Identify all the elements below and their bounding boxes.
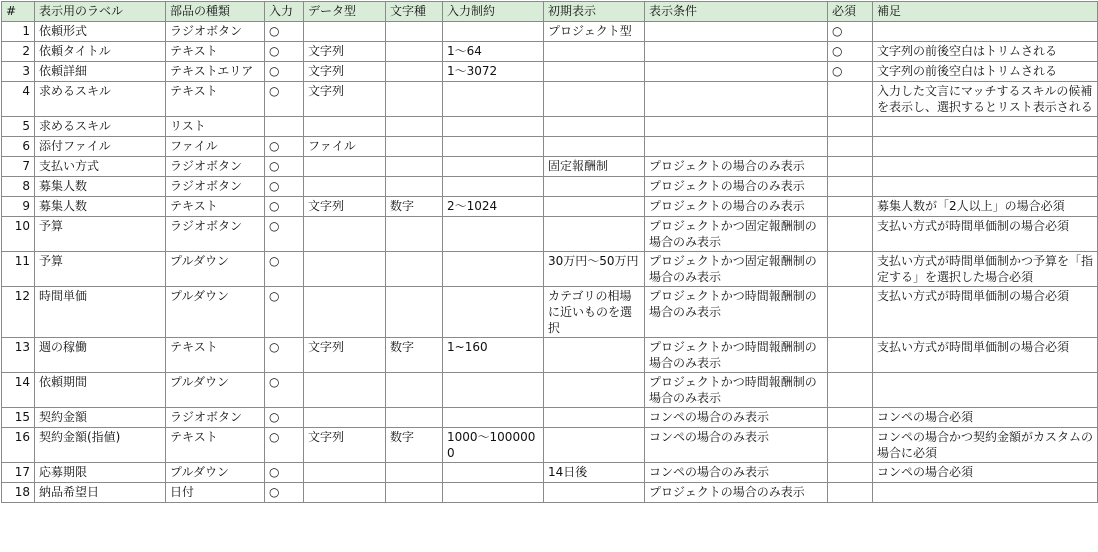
spec-table xyxy=(1,1,1098,503)
cell-component-type: リスト xyxy=(166,117,265,137)
cell-required xyxy=(828,287,873,338)
cell-data-type: 文字列 xyxy=(304,42,386,62)
cell-notes xyxy=(873,373,1098,408)
cell-component-type: テキスト xyxy=(166,428,265,463)
cell-label: 納品希望日 xyxy=(35,483,166,503)
table-row xyxy=(2,483,1098,503)
table-row xyxy=(2,287,1098,338)
header-cell-index: # xyxy=(2,2,35,22)
header-cell-notes: 補足 xyxy=(873,2,1098,22)
cell-label: 求めるスキル xyxy=(35,82,166,117)
cell-index: 9 xyxy=(2,197,35,217)
cell-display-condition xyxy=(645,82,828,117)
cell-required: ○ xyxy=(828,22,873,42)
cell-initial-display xyxy=(544,217,645,252)
table-row xyxy=(2,217,1098,252)
cell-input-constraint xyxy=(443,82,544,117)
header-cell-label: 表示用のラベル xyxy=(35,2,166,22)
cell-component-type: ラジオボタン xyxy=(166,217,265,252)
cell-input-constraint: 2〜1024 xyxy=(443,197,544,217)
cell-notes xyxy=(873,22,1098,42)
cell-label: 添付ファイル xyxy=(35,137,166,157)
table-header xyxy=(2,2,1098,22)
cell-char-type xyxy=(386,252,443,287)
cell-char-type xyxy=(386,177,443,197)
cell-required xyxy=(828,483,873,503)
cell-char-type xyxy=(386,157,443,177)
cell-char-type xyxy=(386,137,443,157)
cell-char-type xyxy=(386,287,443,338)
table-row xyxy=(2,197,1098,217)
cell-component-type: プルダウン xyxy=(166,287,265,338)
cell-required xyxy=(828,428,873,463)
cell-index: 7 xyxy=(2,157,35,177)
cell-index: 10 xyxy=(2,217,35,252)
cell-required xyxy=(828,217,873,252)
cell-char-type xyxy=(386,483,443,503)
cell-display-condition: プロジェクトかつ時間報酬制の場合のみ表示 xyxy=(645,287,828,338)
cell-label: 予算 xyxy=(35,252,166,287)
table-row xyxy=(2,408,1098,428)
cell-required xyxy=(828,373,873,408)
cell-component-type: プルダウン xyxy=(166,463,265,483)
table-row xyxy=(2,62,1098,82)
cell-label: 予算 xyxy=(35,217,166,252)
cell-index: 5 xyxy=(2,117,35,137)
cell-data-type xyxy=(304,373,386,408)
cell-initial-display: カテゴリの相場に近いものを選択 xyxy=(544,287,645,338)
table-row xyxy=(2,338,1098,373)
table-row xyxy=(2,373,1098,408)
cell-notes xyxy=(873,177,1098,197)
cell-notes xyxy=(873,483,1098,503)
cell-char-type xyxy=(386,42,443,62)
table-row xyxy=(2,22,1098,42)
header-cell-required: 必須 xyxy=(828,2,873,22)
header-cell-char-type: 文字種 xyxy=(386,2,443,22)
cell-notes: コンペの場合必須 xyxy=(873,408,1098,428)
cell-index: 13 xyxy=(2,338,35,373)
cell-label: 週の稼働 xyxy=(35,338,166,373)
cell-display-condition: プロジェクトの場合のみ表示 xyxy=(645,177,828,197)
cell-display-condition xyxy=(645,137,828,157)
cell-input xyxy=(265,117,304,137)
cell-label: 依頼期間 xyxy=(35,373,166,408)
header-cell-input: 入力 xyxy=(265,2,304,22)
header-cell-initial-display: 初期表示 xyxy=(544,2,645,22)
cell-index: 17 xyxy=(2,463,35,483)
cell-required xyxy=(828,117,873,137)
cell-component-type: テキスト xyxy=(166,197,265,217)
cell-initial-display xyxy=(544,428,645,463)
cell-component-type: 日付 xyxy=(166,483,265,503)
cell-required xyxy=(828,338,873,373)
cell-label: 依頼タイトル xyxy=(35,42,166,62)
cell-input-constraint xyxy=(443,287,544,338)
cell-notes xyxy=(873,137,1098,157)
cell-label: 時間単価 xyxy=(35,287,166,338)
cell-data-type xyxy=(304,217,386,252)
table-row xyxy=(2,42,1098,62)
cell-char-type xyxy=(386,22,443,42)
cell-initial-display: 14日後 xyxy=(544,463,645,483)
cell-initial-display xyxy=(544,117,645,137)
table-row xyxy=(2,252,1098,287)
cell-required xyxy=(828,82,873,117)
cell-data-type xyxy=(304,117,386,137)
cell-char-type: 数字 xyxy=(386,338,443,373)
cell-data-type: ファイル xyxy=(304,137,386,157)
cell-initial-display xyxy=(544,197,645,217)
cell-component-type: テキスト xyxy=(166,338,265,373)
cell-display-condition xyxy=(645,42,828,62)
cell-notes: 支払い方式が時間単価制かつ予算を「指定する」を選択した場合必須 xyxy=(873,252,1098,287)
cell-input: ○ xyxy=(265,252,304,287)
cell-data-type xyxy=(304,177,386,197)
cell-input: ○ xyxy=(265,157,304,177)
cell-data-type xyxy=(304,483,386,503)
cell-input-constraint xyxy=(443,373,544,408)
table-row xyxy=(2,137,1098,157)
cell-input-constraint xyxy=(443,177,544,197)
cell-display-condition: プロジェクトかつ時間報酬制の場合のみ表示 xyxy=(645,338,828,373)
cell-display-condition xyxy=(645,62,828,82)
table-row xyxy=(2,157,1098,177)
cell-char-type: 数字 xyxy=(386,428,443,463)
cell-notes: 支払い方式が時間単価制の場合必須 xyxy=(873,217,1098,252)
cell-input: ○ xyxy=(265,217,304,252)
cell-input: ○ xyxy=(265,42,304,62)
cell-required xyxy=(828,408,873,428)
cell-char-type xyxy=(386,62,443,82)
cell-char-type xyxy=(386,373,443,408)
cell-input-constraint: 1~160 xyxy=(443,338,544,373)
cell-index: 12 xyxy=(2,287,35,338)
cell-data-type: 文字列 xyxy=(304,82,386,117)
cell-initial-display xyxy=(544,177,645,197)
cell-component-type: テキスト xyxy=(166,82,265,117)
cell-initial-display xyxy=(544,42,645,62)
cell-data-type xyxy=(304,463,386,483)
cell-initial-display xyxy=(544,82,645,117)
cell-notes: 文字列の前後空白はトリムされる xyxy=(873,42,1098,62)
cell-display-condition xyxy=(645,117,828,137)
cell-input: ○ xyxy=(265,287,304,338)
cell-label: 支払い方式 xyxy=(35,157,166,177)
table-body xyxy=(2,22,1098,503)
cell-data-type: 文字列 xyxy=(304,428,386,463)
cell-label: 募集人数 xyxy=(35,177,166,197)
cell-label: 依頼詳細 xyxy=(35,62,166,82)
cell-input-constraint xyxy=(443,483,544,503)
cell-input-constraint xyxy=(443,408,544,428)
cell-display-condition: コンペの場合のみ表示 xyxy=(645,408,828,428)
cell-char-type xyxy=(386,408,443,428)
header-row xyxy=(2,2,1098,22)
cell-index: 18 xyxy=(2,483,35,503)
cell-initial-display xyxy=(544,62,645,82)
cell-index: 6 xyxy=(2,137,35,157)
cell-notes: 入力した文言にマッチするスキルの候補を表示し、選択するとリスト表示される xyxy=(873,82,1098,117)
cell-input: ○ xyxy=(265,82,304,117)
cell-input-constraint: 1000〜1000000 xyxy=(443,428,544,463)
cell-data-type: 文字列 xyxy=(304,197,386,217)
cell-component-type: ラジオボタン xyxy=(166,157,265,177)
cell-data-type xyxy=(304,22,386,42)
cell-data-type xyxy=(304,252,386,287)
cell-input-constraint xyxy=(443,157,544,177)
table-row xyxy=(2,463,1098,483)
cell-data-type xyxy=(304,157,386,177)
cell-input: ○ xyxy=(265,62,304,82)
cell-input: ○ xyxy=(265,177,304,197)
header-cell-data-type: データ型 xyxy=(304,2,386,22)
cell-display-condition: プロジェクトの場合のみ表示 xyxy=(645,483,828,503)
cell-label: 依頼形式 xyxy=(35,22,166,42)
cell-component-type: テキスト xyxy=(166,42,265,62)
cell-input-constraint xyxy=(443,22,544,42)
cell-initial-display xyxy=(544,338,645,373)
cell-data-type: 文字列 xyxy=(304,338,386,373)
cell-label: 求めるスキル xyxy=(35,117,166,137)
table-row xyxy=(2,117,1098,137)
cell-input: ○ xyxy=(265,137,304,157)
cell-input: ○ xyxy=(265,483,304,503)
cell-index: 2 xyxy=(2,42,35,62)
cell-input: ○ xyxy=(265,463,304,483)
cell-data-type xyxy=(304,287,386,338)
cell-index: 1 xyxy=(2,22,35,42)
cell-input-constraint: 1〜3072 xyxy=(443,62,544,82)
cell-required xyxy=(828,177,873,197)
cell-char-type xyxy=(386,217,443,252)
cell-notes xyxy=(873,117,1098,137)
cell-index: 11 xyxy=(2,252,35,287)
cell-input: ○ xyxy=(265,408,304,428)
cell-index: 14 xyxy=(2,373,35,408)
cell-index: 16 xyxy=(2,428,35,463)
cell-input-constraint xyxy=(443,217,544,252)
cell-char-type xyxy=(386,463,443,483)
cell-component-type: ラジオボタン xyxy=(166,22,265,42)
cell-char-type: 数字 xyxy=(386,197,443,217)
header-cell-input-constraint: 入力制約 xyxy=(443,2,544,22)
cell-notes: コンペの場合必須 xyxy=(873,463,1098,483)
cell-initial-display xyxy=(544,373,645,408)
cell-input-constraint xyxy=(443,117,544,137)
cell-component-type: テキストエリア xyxy=(166,62,265,82)
cell-index: 3 xyxy=(2,62,35,82)
cell-notes: 文字列の前後空白はトリムされる xyxy=(873,62,1098,82)
cell-input: ○ xyxy=(265,197,304,217)
cell-display-condition: コンペの場合のみ表示 xyxy=(645,428,828,463)
cell-display-condition: プロジェクトかつ時間報酬制の場合のみ表示 xyxy=(645,373,828,408)
cell-index: 8 xyxy=(2,177,35,197)
cell-input: ○ xyxy=(265,338,304,373)
cell-initial-display xyxy=(544,483,645,503)
cell-display-condition: プロジェクトの場合のみ表示 xyxy=(645,197,828,217)
cell-required xyxy=(828,252,873,287)
cell-component-type: ラジオボタン xyxy=(166,177,265,197)
cell-label: 契約金額(指値) xyxy=(35,428,166,463)
cell-component-type: ファイル xyxy=(166,137,265,157)
cell-input: ○ xyxy=(265,428,304,463)
header-cell-component-type: 部品の種類 xyxy=(166,2,265,22)
cell-data-type xyxy=(304,408,386,428)
cell-notes: 支払い方式が時間単価制の場合必須 xyxy=(873,287,1098,338)
cell-input-constraint xyxy=(443,252,544,287)
cell-label: 契約金額 xyxy=(35,408,166,428)
cell-notes xyxy=(873,157,1098,177)
cell-component-type: プルダウン xyxy=(166,252,265,287)
cell-required xyxy=(828,157,873,177)
cell-input-constraint: 1〜64 xyxy=(443,42,544,62)
cell-display-condition: コンペの場合のみ表示 xyxy=(645,463,828,483)
cell-initial-display: プロジェクト型 xyxy=(544,22,645,42)
cell-char-type xyxy=(386,117,443,137)
cell-char-type xyxy=(386,82,443,117)
cell-index: 15 xyxy=(2,408,35,428)
cell-data-type: 文字列 xyxy=(304,62,386,82)
cell-required xyxy=(828,463,873,483)
cell-input: ○ xyxy=(265,22,304,42)
header-cell-display-condition: 表示条件 xyxy=(645,2,828,22)
cell-required xyxy=(828,137,873,157)
cell-label: 募集人数 xyxy=(35,197,166,217)
cell-initial-display xyxy=(544,408,645,428)
cell-component-type: プルダウン xyxy=(166,373,265,408)
cell-required: ○ xyxy=(828,42,873,62)
cell-component-type: ラジオボタン xyxy=(166,408,265,428)
cell-index: 4 xyxy=(2,82,35,117)
cell-input-constraint xyxy=(443,137,544,157)
cell-display-condition: プロジェクトかつ固定報酬制の場合のみ表示 xyxy=(645,217,828,252)
cell-display-condition xyxy=(645,22,828,42)
cell-required: ○ xyxy=(828,62,873,82)
cell-notes: コンペの場合かつ契約金額がカスタムの場合に必須 xyxy=(873,428,1098,463)
cell-notes: 募集人数が「2人以上」の場合必須 xyxy=(873,197,1098,217)
cell-display-condition: プロジェクトの場合のみ表示 xyxy=(645,157,828,177)
cell-initial-display: 固定報酬制 xyxy=(544,157,645,177)
table-row xyxy=(2,82,1098,117)
cell-initial-display xyxy=(544,137,645,157)
cell-required xyxy=(828,197,873,217)
table-row xyxy=(2,177,1098,197)
table-row xyxy=(2,428,1098,463)
cell-initial-display: 30万円〜50万円 xyxy=(544,252,645,287)
cell-display-condition: プロジェクトかつ固定報酬制の場合のみ表示 xyxy=(645,252,828,287)
cell-label: 応募期限 xyxy=(35,463,166,483)
cell-input-constraint xyxy=(443,463,544,483)
cell-input: ○ xyxy=(265,373,304,408)
cell-notes: 支払い方式が時間単価制の場合必須 xyxy=(873,338,1098,373)
